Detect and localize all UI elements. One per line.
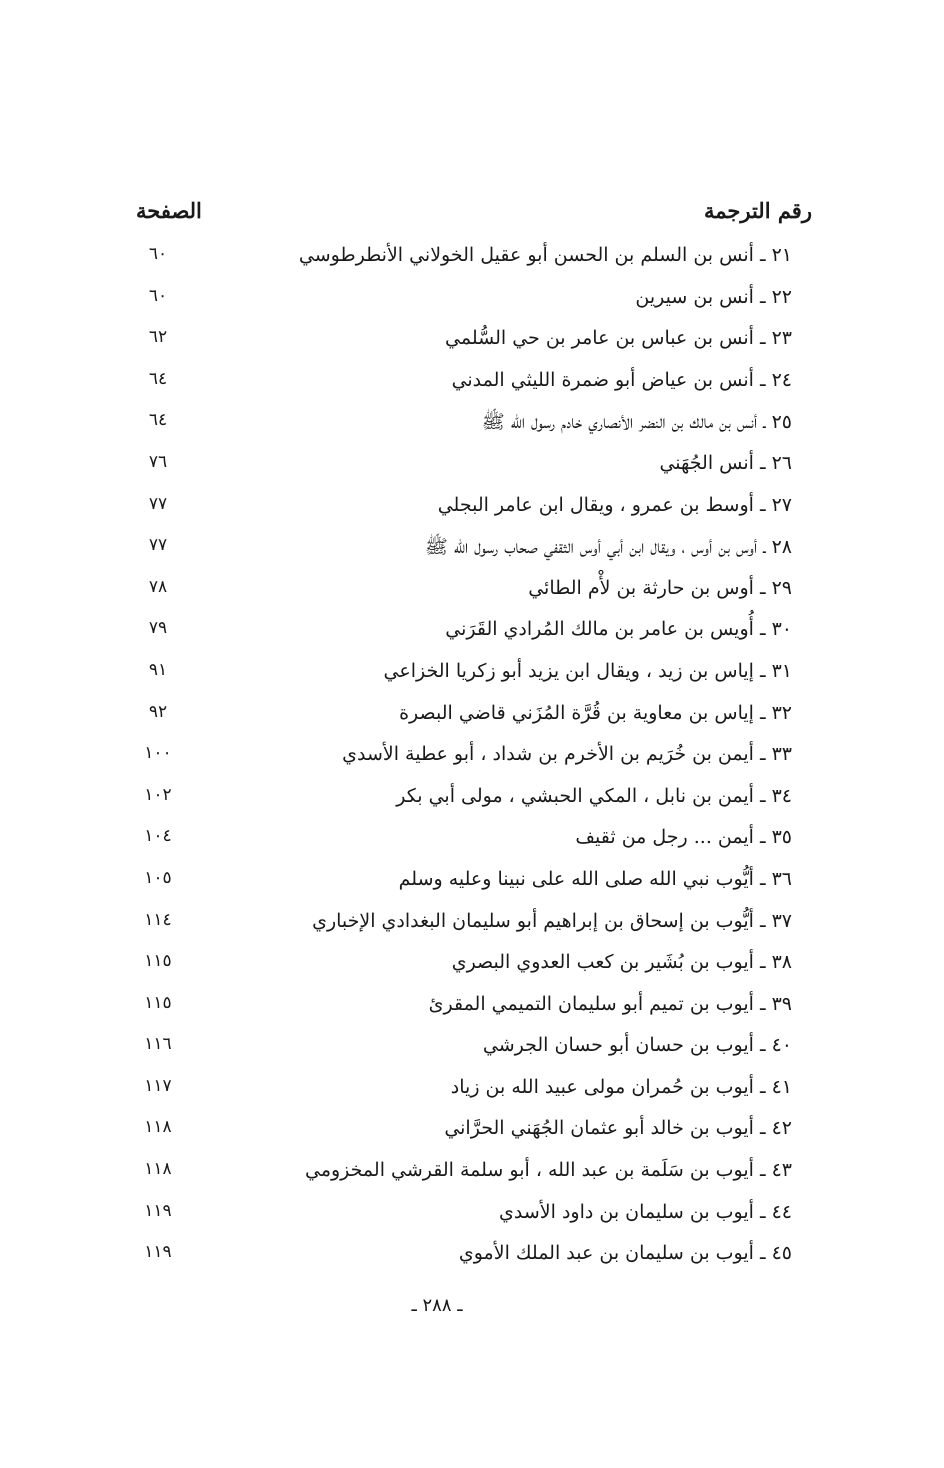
entry-title: ٣٩ ـ أيوب بن تميم أبو سليمان التميمي المقرئ bbox=[428, 992, 792, 1015]
entry-page-number: ٩٢ bbox=[148, 701, 168, 722]
page-number: ـ ٢٨٨ ـ bbox=[411, 1295, 463, 1316]
entry-page-number: ١١٨ bbox=[144, 1159, 172, 1180]
entry-title: ٤٥ ـ أيوب بن سليمان بن عبد الملك الأموي bbox=[458, 1242, 792, 1265]
entry-page-number: ١٠٥ bbox=[144, 867, 172, 888]
entry-title: ٣٠ ـ أُويس بن عامر بن مالك المُرادي القَرَني bbox=[445, 618, 792, 641]
list-item bbox=[120, 785, 792, 827]
entry-page-number: ٦٤ bbox=[148, 368, 168, 389]
entry-page-number: ٦٠ bbox=[148, 285, 168, 306]
entry-page-number: ١١٧ bbox=[144, 1075, 172, 1096]
entry-page-number: ١٠٢ bbox=[144, 784, 172, 805]
entry-title: ٢٦ ـ أنس الجُهَني bbox=[659, 451, 792, 474]
entry-page-number: ١١٤ bbox=[144, 909, 172, 930]
entry-title: ٣١ ـ إياس بن زيد ، ويقال ابن يزيد أبو زكريا الخزاعي bbox=[383, 659, 792, 682]
entry-page-number: ١١٨ bbox=[144, 1117, 172, 1138]
list-item bbox=[120, 410, 792, 452]
entry-title: ٢٥ ـ أنس بن مالك بن النضر الأنصاري خادم رسول الله ﷺ bbox=[481, 411, 792, 434]
entry-title: ٤٣ ـ أيوب بن سَلَمة بن عبد الله ، أبو سلمة القرشي المخزومي bbox=[304, 1159, 792, 1182]
entry-page-number: ١١٥ bbox=[144, 951, 172, 972]
entry-page-number: ١٠٤ bbox=[144, 826, 172, 847]
list-item bbox=[120, 286, 792, 328]
list-item bbox=[120, 826, 792, 868]
entries-list bbox=[120, 244, 792, 1284]
entry-page-number: ١٠٠ bbox=[144, 743, 172, 764]
list-item bbox=[120, 660, 792, 702]
list-item bbox=[120, 452, 792, 494]
list-item bbox=[120, 618, 792, 660]
entry-page-number: ٦٤ bbox=[148, 410, 168, 431]
entry-title: ٣٥ ـ أيمن ... رجل من ثقيف bbox=[575, 826, 792, 849]
entry-page-number: ٧٦ bbox=[148, 451, 168, 472]
entry-title: ٢٨ ـ أوس بن أوس ، ويقال ابن أبي أوس الثقفي صحاب رسول الله ﷺ bbox=[424, 536, 792, 559]
list-item bbox=[120, 1117, 792, 1159]
entry-title: ٣٦ ـ أيُّوب نبي الله صلى الله على نبينا وعليه وسلم bbox=[398, 867, 792, 890]
entry-title: ٣٢ ـ إياس بن معاوية بن قُرَّة المُزَني قاضي البصرة bbox=[399, 701, 792, 724]
entry-title: ٢١ ـ أنس بن السلم بن الحسن أبو عقيل الخولاني الأنطرطوسي bbox=[298, 244, 792, 266]
entry-title: ٢٧ ـ أوسط بن عمرو ، ويقال ابن عامر البجلي bbox=[437, 493, 792, 516]
entry-page-number: ١١٩ bbox=[144, 1242, 172, 1263]
entry-title: ٤١ ـ أيوب بن حُمران مولى عبيد الله بن زياد bbox=[450, 1075, 792, 1098]
list-item bbox=[120, 993, 792, 1035]
entry-title: ٣٨ ـ أيوب بن بُشَير بن كعب العدوي البصري bbox=[451, 951, 792, 974]
entry-title: ٢٤ ـ أنس بن عياض أبو ضمرة الليثي المدني bbox=[451, 368, 792, 391]
entry-page-number: ١١٩ bbox=[144, 1200, 172, 1221]
entry-title: ٤٢ ـ أيوب بن خالد أبو عثمان الجُهَني الحرَّاني bbox=[444, 1117, 792, 1140]
list-item bbox=[120, 369, 792, 411]
entry-page-number: ٦٢ bbox=[148, 327, 168, 348]
entry-title: ٤٤ ـ أيوب بن سليمان بن داود الأسدي bbox=[499, 1200, 792, 1223]
entry-title: ٣٣ ـ أيمن بن خُرَيم بن الأخرم بن شداد ، أبو عطية الأسدي bbox=[342, 743, 792, 766]
list-item bbox=[120, 910, 792, 952]
list-item bbox=[120, 577, 792, 619]
entry-page-number: ٧٧ bbox=[148, 535, 168, 556]
entry-title: ٣٤ ـ أيمن بن نابل ، المكي الحبشي ، مولى أبي بكر bbox=[396, 784, 792, 807]
list-item bbox=[120, 494, 792, 536]
entry-title: ٢٢ ـ أنس بن سيرين bbox=[635, 285, 792, 308]
list-item bbox=[120, 1159, 792, 1201]
entry-page-number: ٧٨ bbox=[148, 576, 168, 597]
entry-title: ٢٣ ـ أنس بن عباس بن عامر بن حي السُّلمي bbox=[445, 327, 792, 350]
list-item bbox=[120, 868, 792, 910]
entry-page-number: ٧٧ bbox=[148, 493, 168, 514]
entry-title: ٣٧ ـ أيُّوب بن إسحاق بن إبراهيم أبو سليمان البغدادي الإخباري bbox=[312, 909, 792, 932]
entry-page-number: ١١٥ bbox=[144, 992, 172, 1013]
entry-page-number: ٦٠ bbox=[148, 244, 168, 264]
page-column-header: الصفحة bbox=[136, 198, 202, 223]
list-item bbox=[120, 327, 792, 369]
list-item bbox=[120, 743, 792, 785]
list-item bbox=[120, 535, 792, 577]
list-item bbox=[120, 244, 792, 286]
entry-title: ٤٠ ـ أيوب بن حسان أبو حسان الجرشي bbox=[482, 1034, 792, 1057]
entry-page-number: ٩١ bbox=[148, 659, 168, 680]
list-item bbox=[120, 702, 792, 744]
entry-title: ٢٩ ـ أوس بن حارثة بن لأْم الطائي bbox=[528, 576, 792, 599]
entry-column-header: رقم الترجمة bbox=[703, 198, 812, 223]
list-item bbox=[120, 1242, 792, 1284]
list-item bbox=[120, 951, 792, 993]
list-item bbox=[120, 1076, 792, 1118]
entry-page-number: ٧٩ bbox=[148, 618, 168, 639]
list-item bbox=[120, 1201, 792, 1243]
entry-page-number: ١١٦ bbox=[144, 1034, 172, 1055]
list-item bbox=[120, 1034, 792, 1076]
